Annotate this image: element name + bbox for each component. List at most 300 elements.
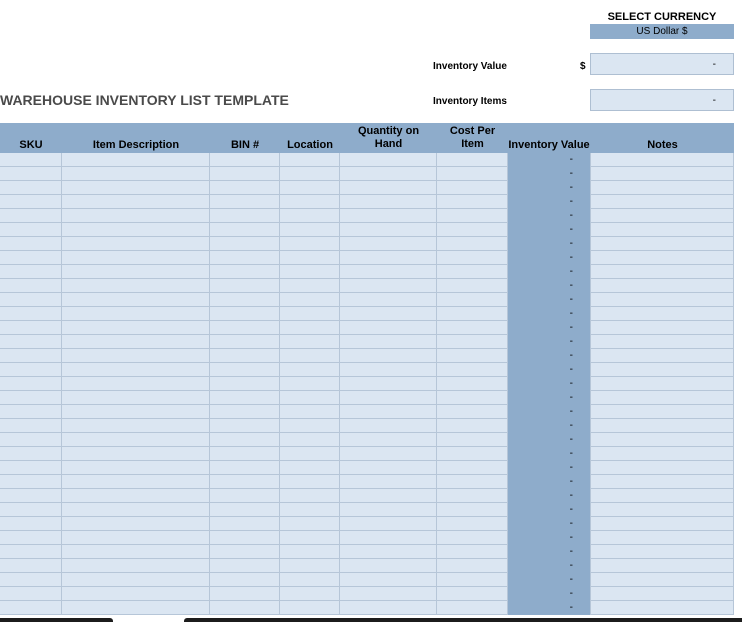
sku-cell[interactable] [0, 251, 62, 265]
notes-cell[interactable] [591, 405, 734, 419]
inventory-value-cell[interactable]: - [508, 489, 591, 503]
cost-cell[interactable] [437, 461, 508, 475]
notes-cell[interactable] [591, 195, 734, 209]
item-description-cell[interactable] [62, 391, 210, 405]
quantity-cell[interactable] [340, 489, 437, 503]
notes-cell[interactable] [591, 335, 734, 349]
inventory-value-cell[interactable]: - [508, 461, 591, 475]
sku-cell[interactable] [0, 517, 62, 531]
sku-cell[interactable] [0, 405, 62, 419]
inventory-value-cell[interactable]: - [508, 517, 591, 531]
sku-cell[interactable] [0, 209, 62, 223]
cost-cell[interactable] [437, 363, 508, 377]
item-description-cell[interactable] [62, 573, 210, 587]
cost-cell[interactable] [437, 279, 508, 293]
page-title: WAREHOUSE INVENTORY LIST TEMPLATE [0, 92, 289, 108]
cost-cell[interactable] [437, 475, 508, 489]
location-cell[interactable] [280, 419, 340, 433]
notes-cell[interactable] [591, 461, 734, 475]
table-row [0, 573, 734, 587]
table-row [0, 391, 734, 405]
item-description-cell[interactable] [62, 517, 210, 531]
quantity-cell[interactable] [340, 237, 437, 251]
cost-cell[interactable] [437, 503, 508, 517]
item-description-cell[interactable] [62, 195, 210, 209]
cost-cell[interactable] [437, 349, 508, 363]
bin-cell[interactable] [210, 307, 280, 321]
item-description-cell[interactable] [62, 279, 210, 293]
inventory-value-cell[interactable]: - [508, 433, 591, 447]
bin-cell[interactable] [210, 545, 280, 559]
inventory-value-cell[interactable]: - [508, 279, 591, 293]
cost-cell[interactable] [437, 405, 508, 419]
quantity-cell[interactable] [340, 349, 437, 363]
cost-cell[interactable] [437, 153, 508, 167]
quantity-cell[interactable] [340, 223, 437, 237]
inventory-value-cell[interactable]: - [508, 307, 591, 321]
cost-cell[interactable] [437, 391, 508, 405]
table-row [0, 209, 734, 223]
bin-cell[interactable] [210, 363, 280, 377]
item-description-cell[interactable] [62, 209, 210, 223]
table-row [0, 531, 734, 545]
cost-cell[interactable] [437, 307, 508, 321]
sku-cell[interactable] [0, 391, 62, 405]
sku-cell[interactable] [0, 377, 62, 391]
item-description-cell[interactable] [62, 265, 210, 279]
quantity-cell[interactable] [340, 307, 437, 321]
location-cell[interactable] [280, 489, 340, 503]
inventory-value-cell[interactable]: - [508, 391, 591, 405]
item-description-cell[interactable] [62, 559, 210, 573]
cost-cell[interactable] [437, 447, 508, 461]
sku-cell[interactable] [0, 419, 62, 433]
column-header-location[interactable]: Location [287, 139, 333, 151]
quantity-cell[interactable] [340, 167, 437, 181]
item-description-cell[interactable] [62, 335, 210, 349]
inventory-value-cell[interactable]: - [508, 209, 591, 223]
table-row [0, 503, 734, 517]
inventory-value-cell[interactable]: - [508, 167, 591, 181]
item-description-cell[interactable] [62, 307, 210, 321]
quantity-cell[interactable] [340, 531, 437, 545]
cost-cell[interactable] [437, 377, 508, 391]
item-description-cell[interactable] [62, 223, 210, 237]
item-description-cell[interactable] [62, 475, 210, 489]
location-cell[interactable] [280, 503, 340, 517]
location-cell[interactable] [280, 153, 340, 167]
location-cell[interactable] [280, 223, 340, 237]
table-row [0, 335, 734, 349]
cost-cell[interactable] [437, 531, 508, 545]
bin-cell[interactable] [210, 265, 280, 279]
notes-cell[interactable] [591, 517, 734, 531]
inventory-value-cell[interactable]: - [508, 601, 591, 615]
quantity-cell[interactable] [340, 293, 437, 307]
item-description-cell[interactable] [62, 293, 210, 307]
sku-cell[interactable] [0, 153, 62, 167]
location-cell[interactable] [280, 307, 340, 321]
sku-cell[interactable] [0, 433, 62, 447]
notes-cell[interactable] [591, 433, 734, 447]
quantity-cell[interactable] [340, 587, 437, 601]
item-description-cell[interactable] [62, 405, 210, 419]
quantity-cell[interactable] [340, 559, 437, 573]
location-cell[interactable] [280, 209, 340, 223]
item-description-cell[interactable] [62, 545, 210, 559]
sku-cell[interactable] [0, 503, 62, 517]
bin-cell[interactable] [210, 601, 280, 615]
quantity-cell[interactable] [340, 503, 437, 517]
inventory-value-cell[interactable]: - [508, 531, 591, 545]
sku-cell[interactable] [0, 167, 62, 181]
item-description-cell[interactable] [62, 447, 210, 461]
inventory-value-cell[interactable]: - [508, 181, 591, 195]
item-description-cell[interactable] [62, 489, 210, 503]
sku-cell[interactable] [0, 237, 62, 251]
location-cell[interactable] [280, 363, 340, 377]
sku-cell[interactable] [0, 573, 62, 587]
cost-cell[interactable] [437, 433, 508, 447]
quantity-cell[interactable] [340, 601, 437, 615]
quantity-cell[interactable] [340, 335, 437, 349]
cost-cell[interactable] [437, 265, 508, 279]
notes-cell[interactable] [591, 559, 734, 573]
bin-cell[interactable] [210, 377, 280, 391]
column-header-notes[interactable]: Notes [647, 139, 678, 151]
notes-cell[interactable] [591, 153, 734, 167]
bin-cell[interactable] [210, 405, 280, 419]
bin-cell[interactable] [210, 517, 280, 531]
item-description-cell[interactable] [62, 503, 210, 517]
bin-cell[interactable] [210, 237, 280, 251]
location-cell[interactable] [280, 167, 340, 181]
item-description-cell[interactable] [62, 363, 210, 377]
inventory-value-cell[interactable]: - [508, 265, 591, 279]
notes-cell[interactable] [591, 545, 734, 559]
item-description-cell[interactable] [62, 237, 210, 251]
bin-cell[interactable] [210, 153, 280, 167]
notes-cell[interactable] [591, 447, 734, 461]
inventory-value-cell[interactable]: - [508, 321, 591, 335]
notes-cell[interactable] [591, 531, 734, 545]
bin-cell[interactable] [210, 503, 280, 517]
location-cell[interactable] [280, 349, 340, 363]
bin-cell[interactable] [210, 419, 280, 433]
cost-cell[interactable] [437, 251, 508, 265]
sku-cell[interactable] [0, 349, 62, 363]
notes-cell[interactable] [591, 363, 734, 377]
cost-cell[interactable] [437, 601, 508, 615]
cost-cell[interactable] [437, 573, 508, 587]
location-cell[interactable] [280, 377, 340, 391]
sku-cell[interactable] [0, 195, 62, 209]
bin-cell[interactable] [210, 251, 280, 265]
location-cell[interactable] [280, 251, 340, 265]
notes-cell[interactable] [591, 223, 734, 237]
bin-cell[interactable] [210, 447, 280, 461]
location-cell[interactable] [280, 545, 340, 559]
location-cell[interactable] [280, 391, 340, 405]
bin-cell[interactable] [210, 531, 280, 545]
table-row [0, 153, 734, 167]
quantity-cell[interactable] [340, 321, 437, 335]
cost-cell[interactable] [437, 181, 508, 195]
inventory-value-cell[interactable]: - [508, 153, 591, 167]
location-cell[interactable] [280, 335, 340, 349]
sku-cell[interactable] [0, 265, 62, 279]
sku-cell[interactable] [0, 559, 62, 573]
sku-cell[interactable] [0, 181, 62, 195]
inventory-value-cell[interactable]: - [508, 405, 591, 419]
inventory-value-cell[interactable]: - [508, 545, 591, 559]
cost-cell[interactable] [437, 167, 508, 181]
location-cell[interactable] [280, 573, 340, 587]
inventory-value-cell[interactable]: - [508, 573, 591, 587]
bin-cell[interactable] [210, 167, 280, 181]
location-cell[interactable] [280, 531, 340, 545]
location-cell[interactable] [280, 279, 340, 293]
sku-cell[interactable] [0, 293, 62, 307]
notes-cell[interactable] [591, 489, 734, 503]
sku-cell[interactable] [0, 307, 62, 321]
inventory-items-total[interactable]: - [590, 89, 734, 111]
column-header-sku[interactable]: SKU [19, 139, 43, 151]
bin-cell[interactable] [210, 335, 280, 349]
table-row [0, 363, 734, 377]
column-header-cost-per-item[interactable]: Cost Per Item [449, 125, 496, 150]
sku-cell[interactable] [0, 489, 62, 503]
notes-cell[interactable] [591, 587, 734, 601]
item-description-cell[interactable] [62, 321, 210, 335]
sku-cell[interactable] [0, 447, 62, 461]
bin-cell[interactable] [210, 559, 280, 573]
location-cell[interactable] [280, 587, 340, 601]
notes-cell[interactable] [591, 391, 734, 405]
item-description-cell[interactable] [62, 251, 210, 265]
bin-cell[interactable] [210, 195, 280, 209]
notes-cell[interactable] [591, 181, 734, 195]
location-cell[interactable] [280, 265, 340, 279]
location-cell[interactable] [280, 601, 340, 615]
notes-cell[interactable] [591, 419, 734, 433]
notes-cell[interactable] [591, 573, 734, 587]
table-row [0, 349, 734, 363]
bin-cell[interactable] [210, 573, 280, 587]
cost-cell[interactable] [437, 517, 508, 531]
inventory-value-cell[interactable]: - [508, 335, 591, 349]
location-cell[interactable] [280, 433, 340, 447]
inventory-value-cell[interactable]: - [508, 475, 591, 489]
quantity-cell[interactable] [340, 363, 437, 377]
cost-cell[interactable] [437, 489, 508, 503]
bin-cell[interactable] [210, 391, 280, 405]
inventory-value-cell[interactable]: - [508, 419, 591, 433]
inventory-value-cell[interactable]: - [508, 237, 591, 251]
quantity-cell[interactable] [340, 209, 437, 223]
quantity-cell[interactable] [340, 377, 437, 391]
quantity-cell[interactable] [340, 447, 437, 461]
inventory-value-cell[interactable]: - [508, 223, 591, 237]
bin-cell[interactable] [210, 223, 280, 237]
inventory-value-cell[interactable]: - [508, 251, 591, 265]
notes-cell[interactable] [591, 265, 734, 279]
item-description-cell[interactable] [62, 587, 210, 601]
column-header-inventory-value[interactable]: Inventory Value [508, 139, 590, 151]
item-description-cell[interactable] [62, 433, 210, 447]
quantity-cell[interactable] [340, 545, 437, 559]
item-description-cell[interactable] [62, 601, 210, 615]
inventory-value-cell[interactable]: - [508, 363, 591, 377]
table-row [0, 433, 734, 447]
table-row [0, 405, 734, 419]
location-cell[interactable] [280, 237, 340, 251]
bin-cell[interactable] [210, 321, 280, 335]
inventory-value-cell[interactable]: - [508, 587, 591, 601]
inventory-value-cell[interactable]: - [508, 349, 591, 363]
bin-cell[interactable] [210, 461, 280, 475]
item-description-cell[interactable] [62, 531, 210, 545]
quantity-cell[interactable] [340, 461, 437, 475]
table-row [0, 377, 734, 391]
sku-cell[interactable] [0, 461, 62, 475]
cost-cell[interactable] [437, 293, 508, 307]
table-row [0, 321, 734, 335]
notes-cell[interactable] [591, 251, 734, 265]
bin-cell[interactable] [210, 489, 280, 503]
sku-cell[interactable] [0, 335, 62, 349]
inventory-value-cell[interactable]: - [508, 503, 591, 517]
cost-cell[interactable] [437, 223, 508, 237]
table-row [0, 265, 734, 279]
location-cell[interactable] [280, 195, 340, 209]
quantity-cell[interactable] [340, 251, 437, 265]
column-header-quantity-on-hand[interactable]: Quantity on Hand [357, 125, 420, 150]
quantity-cell[interactable] [340, 195, 437, 209]
inventory-value-total[interactable]: - [590, 53, 734, 75]
bin-cell[interactable] [210, 433, 280, 447]
notes-cell[interactable] [591, 377, 734, 391]
item-description-cell[interactable] [62, 377, 210, 391]
bin-cell[interactable] [210, 475, 280, 489]
location-cell[interactable] [280, 321, 340, 335]
column-header-item-description[interactable]: Item Description [92, 139, 180, 151]
table-row [0, 601, 734, 615]
notes-cell[interactable] [591, 167, 734, 181]
location-cell[interactable] [280, 461, 340, 475]
notes-cell[interactable] [591, 503, 734, 517]
notes-cell[interactable] [591, 349, 734, 363]
notes-cell[interactable] [591, 601, 734, 615]
quantity-cell[interactable] [340, 419, 437, 433]
location-cell[interactable] [280, 293, 340, 307]
quantity-cell[interactable] [340, 153, 437, 167]
cost-cell[interactable] [437, 545, 508, 559]
location-cell[interactable] [280, 559, 340, 573]
quantity-cell[interactable] [340, 279, 437, 293]
quantity-cell[interactable] [340, 265, 437, 279]
cost-cell[interactable] [437, 559, 508, 573]
horizontal-scrollbar[interactable] [184, 618, 742, 622]
bin-cell[interactable] [210, 279, 280, 293]
bin-cell[interactable] [210, 349, 280, 363]
sku-cell[interactable] [0, 587, 62, 601]
inventory-value-cell[interactable]: - [508, 293, 591, 307]
inventory-value-cell[interactable]: - [508, 447, 591, 461]
inventory-value-cell[interactable]: - [508, 377, 591, 391]
sku-cell[interactable] [0, 223, 62, 237]
sku-cell[interactable] [0, 545, 62, 559]
notes-cell[interactable] [591, 237, 734, 251]
quantity-cell[interactable] [340, 573, 437, 587]
bin-cell[interactable] [210, 293, 280, 307]
location-cell[interactable] [280, 475, 340, 489]
quantity-cell[interactable] [340, 517, 437, 531]
notes-cell[interactable] [591, 321, 734, 335]
item-description-cell[interactable] [62, 349, 210, 363]
bin-cell[interactable] [210, 587, 280, 601]
table-row [0, 279, 734, 293]
item-description-cell[interactable] [62, 153, 210, 167]
bin-cell[interactable] [210, 181, 280, 195]
table-row [0, 419, 734, 433]
notes-cell[interactable] [591, 279, 734, 293]
column-header-bin[interactable]: BIN # [230, 139, 260, 151]
quantity-cell[interactable] [340, 433, 437, 447]
location-cell[interactable] [280, 517, 340, 531]
item-description-cell[interactable] [62, 167, 210, 181]
cost-cell[interactable] [437, 195, 508, 209]
table-row [0, 587, 734, 601]
sku-cell[interactable] [0, 321, 62, 335]
cost-cell[interactable] [437, 209, 508, 223]
inventory-value-cell[interactable]: - [508, 559, 591, 573]
cost-cell[interactable] [437, 587, 508, 601]
sku-cell[interactable] [0, 279, 62, 293]
cost-cell[interactable] [437, 419, 508, 433]
location-cell[interactable] [280, 181, 340, 195]
sku-cell[interactable] [0, 601, 62, 615]
notes-cell[interactable] [591, 307, 734, 321]
sku-cell[interactable] [0, 531, 62, 545]
quantity-cell[interactable] [340, 391, 437, 405]
inventory-value-cell[interactable]: - [508, 195, 591, 209]
sku-cell[interactable] [0, 475, 62, 489]
notes-cell[interactable] [591, 209, 734, 223]
quantity-cell[interactable] [340, 475, 437, 489]
table-row [0, 251, 734, 265]
sku-cell[interactable] [0, 363, 62, 377]
quantity-cell[interactable] [340, 181, 437, 195]
cost-cell[interactable] [437, 237, 508, 251]
item-description-cell[interactable] [62, 181, 210, 195]
item-description-cell[interactable] [62, 461, 210, 475]
bin-cell[interactable] [210, 209, 280, 223]
quantity-cell[interactable] [340, 405, 437, 419]
currency-select[interactable]: US Dollar $ [590, 24, 734, 39]
cost-cell[interactable] [437, 321, 508, 335]
table-row [0, 237, 734, 251]
notes-cell[interactable] [591, 293, 734, 307]
location-cell[interactable] [280, 405, 340, 419]
notes-cell[interactable] [591, 475, 734, 489]
sheet-tab-bar[interactable] [0, 618, 113, 622]
item-description-cell[interactable] [62, 419, 210, 433]
table-row [0, 517, 734, 531]
location-cell[interactable] [280, 447, 340, 461]
table-row [0, 307, 734, 321]
cost-cell[interactable] [437, 335, 508, 349]
